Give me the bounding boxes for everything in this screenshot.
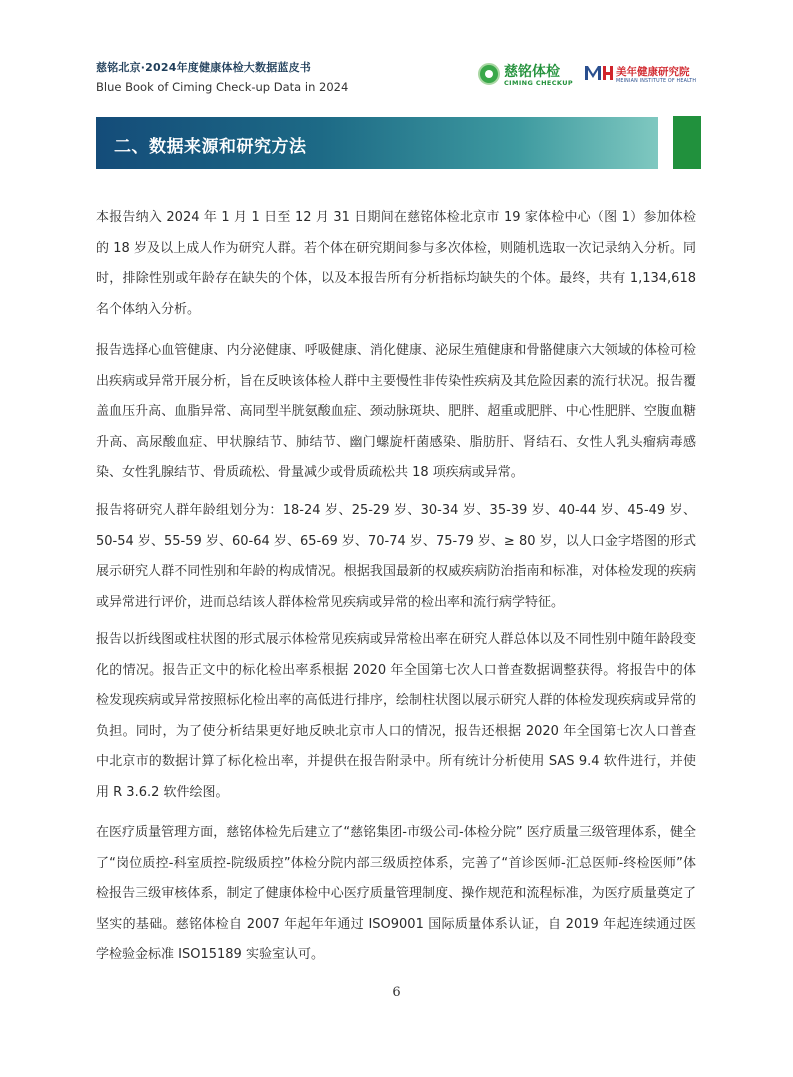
meinian-logo-subtitle: MEINIAN INSTITUTE OF HEALTH xyxy=(616,79,697,84)
ciming-logo-subtitle: CIMING CHECKUP xyxy=(504,79,574,87)
meinian-logo-name: 美年健康研究院 xyxy=(616,66,690,78)
banner-accent-block xyxy=(673,116,701,169)
ciming-seal-icon xyxy=(478,63,500,85)
paragraph-quality-management: 在医疗质量管理方面，慈铭体检先后建立了“慈铭集团-市级公司-体检分院” 医疗质量三级管理体系，健全了“岗位质控-科室质控-院级质控”体检分院内部三级质控体系，完善了“首诊医师-汇总医师-终检医师”体检报告三级审核体系，制定了健康体检中心医疗质量管理制度、操作规范和流程标准，为医疗质量奠定了坚实的基础。慈铭体检自 2007 年起年年通过 ISO9001 国际质量体系认证，自 2019 年起连续通过医学检验金标准 ISO15189 实验室认可。 xyxy=(96,825,696,962)
header-title-en: Blue Book of Ciming Check-up Data in 2024 xyxy=(96,80,349,94)
page-number: 6 xyxy=(392,985,401,1000)
ciming-logo-name: 慈铭体检 xyxy=(504,64,560,80)
meinian-logo xyxy=(585,64,697,88)
meinian-mark-icon xyxy=(585,64,613,82)
ciming-logo xyxy=(478,62,574,88)
paragraph-data-source: 本报告纳入 2024 年 1 月 1 日至 12 月 31 日期间在慈铭体检北京市 19 家体检中心（图 1）参加体检的 18 岁及以上成人作为研究人群。若个体在研究期间参与多次体检，则随机选取一次记录纳入分析。同时，排除性别或年龄存在缺失的个体，以及本报告所有分析指标均缺失的个体。最终，共有 1,134,618 名个体纳入分析。 xyxy=(96,210,696,317)
header-title-zh: 慈铭北京·2024年度健康体检大数据蓝皮书 xyxy=(96,61,311,74)
paragraph-health-domains: 报告选择心血管健康、内分泌健康、呼吸健康、消化健康、泌尿生殖健康和骨骼健康六大领域的体检可检出疾病或异常开展分析，旨在反映该体检人群中主要慢性非传染性疾病及其危险因素的流行状况。报告覆盖血压升高、血脂异常、高同型半胱氨酸血症、颈动脉斑块、肥胖、超重或肥胖、中心性肥胖、空腹血糖升高、高尿酸血症、甲状腺结节、肺结节、幽门螺旋杆菌感染、脂肪肝、肾结石、女性人乳头瘤病毒感染、女性乳腺结节、骨质疏松、骨量减少或骨质疏松共 18 项疾病或异常。 xyxy=(96,343,696,480)
paragraph-statistical-methods: 报告以折线图或柱状图的形式展示体检常见疾病或异常检出率在研究人群总体以及不同性别中随年龄段变化的情况。报告正文中的标化检出率系根据 2020 年全国第七次人口普查数据调整获得。将报告中的体检发现疾病或异常按照标化检出率的高低进行排序，绘制柱状图以展示研究人群的体检发现疾病或异常的负担。同时，为了使分析结果更好地反映北京市人口的情况，报告还根据 2020 年全国第七次人口普查中北京市的数据计算了标化检出率，并提供在报告附录中。所有统计分析使用 SAS 9.4 软件进行，并使用 R 3.6.2 软件绘图。 xyxy=(96,632,696,800)
section-banner xyxy=(96,117,658,169)
section-title: 二、数据来源和研究方法 xyxy=(114,137,307,157)
paragraph-age-groups: 报告将研究人群年龄组划分为：18-24 岁、25-29 岁、30-34 岁、35-39 岁、40-44 岁、45-49 岁、50-54 岁、55-59 岁、60-64 岁、65-69 岁、70-74 岁、75-79 岁、≥ 80 岁，以人口金字塔图的形式展示研究人群不同性别和年龄的构成情况。根据我国最新的权威疾病防治指南和标准，对体检发现的疾病或异常进行评价，进而总结该人群体检常见疾病或异常的检出率和流行病学特征。 xyxy=(96,503,696,610)
